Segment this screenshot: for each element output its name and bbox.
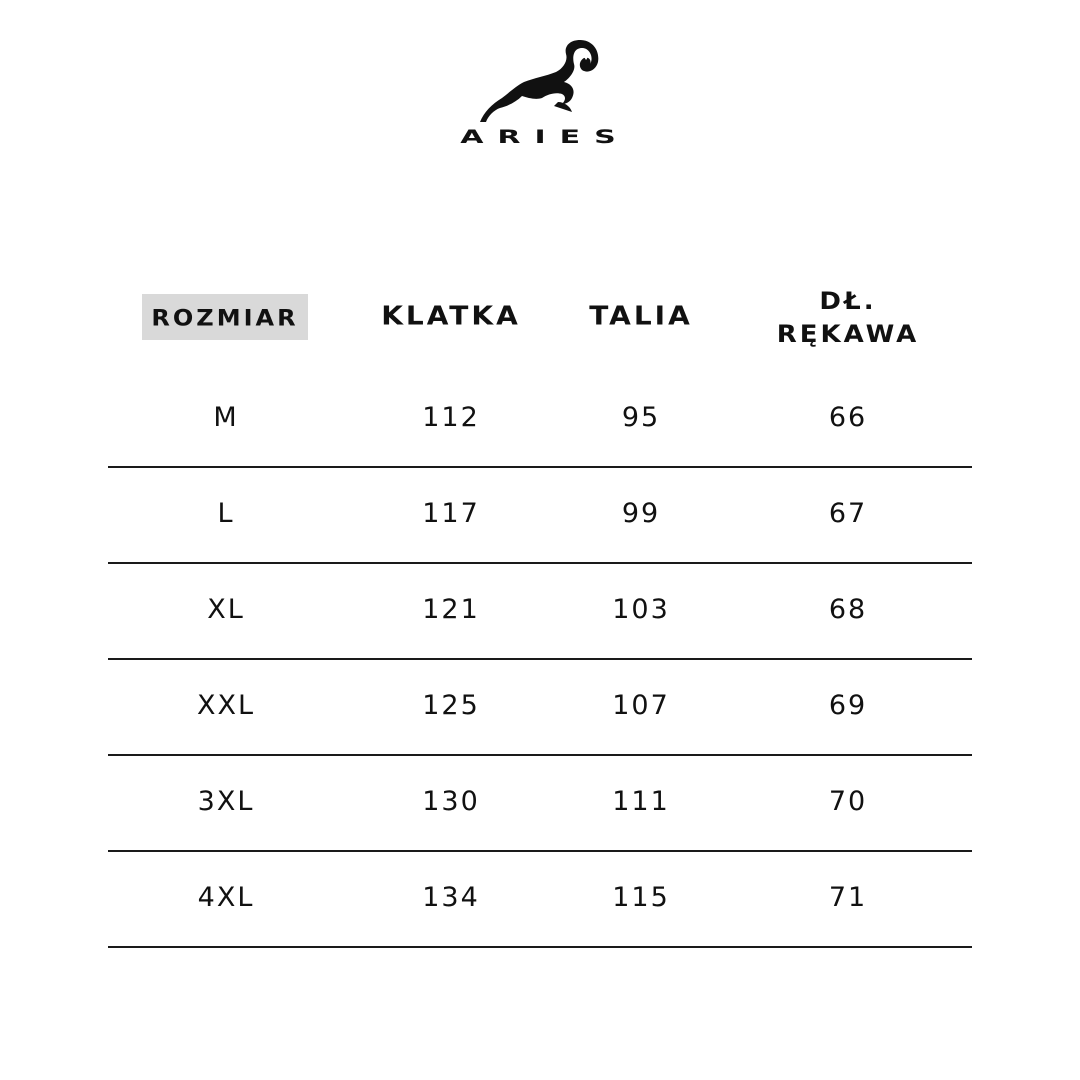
cell-sleeve: 69: [828, 690, 868, 721]
cell-sleeve: 70: [828, 786, 868, 817]
header-size: ROZMIAR: [142, 294, 308, 340]
cell-waist: 99: [621, 498, 661, 529]
cell-size: XL: [207, 594, 245, 625]
cell-waist: 115: [612, 882, 670, 913]
brand-wordmark: ARIES: [460, 126, 630, 148]
cell-sleeve: 66: [828, 402, 868, 433]
cell-waist: 107: [612, 690, 670, 721]
header-waist: TALIA: [589, 300, 693, 331]
cell-chest: 125: [422, 690, 480, 721]
table-row: [108, 756, 972, 852]
table-header: [108, 276, 972, 372]
header-sleeve-line1: DŁ.: [819, 287, 877, 316]
cell-waist: 111: [612, 786, 670, 817]
cell-size: 3XL: [197, 786, 255, 817]
cell-size: 4XL: [197, 882, 255, 913]
cell-sleeve: 68: [828, 594, 868, 625]
size-chart-table: [108, 276, 972, 948]
cell-chest: 121: [422, 594, 480, 625]
table-row: [108, 372, 972, 468]
table-row: [108, 564, 972, 660]
ram-icon: [420, 36, 660, 128]
cell-chest: 130: [422, 786, 480, 817]
cell-chest: 134: [422, 882, 480, 913]
table-row: [108, 852, 972, 948]
cell-sleeve: 71: [828, 882, 868, 913]
brand-logo: [420, 36, 660, 160]
cell-waist: 103: [612, 594, 670, 625]
cell-size: L: [217, 498, 235, 529]
cell-sleeve: 67: [828, 498, 868, 529]
cell-size: XXL: [196, 690, 256, 721]
header-chest: KLATKA: [381, 300, 521, 331]
table-row: [108, 660, 972, 756]
cell-chest: 112: [422, 402, 480, 433]
cell-chest: 117: [422, 498, 480, 529]
table-row: [108, 468, 972, 564]
header-sleeve-line2: RĘKAWA: [776, 320, 920, 349]
cell-size: M: [213, 402, 239, 433]
cell-waist: 95: [621, 402, 661, 433]
header-sleeve-length: [742, 285, 954, 351]
